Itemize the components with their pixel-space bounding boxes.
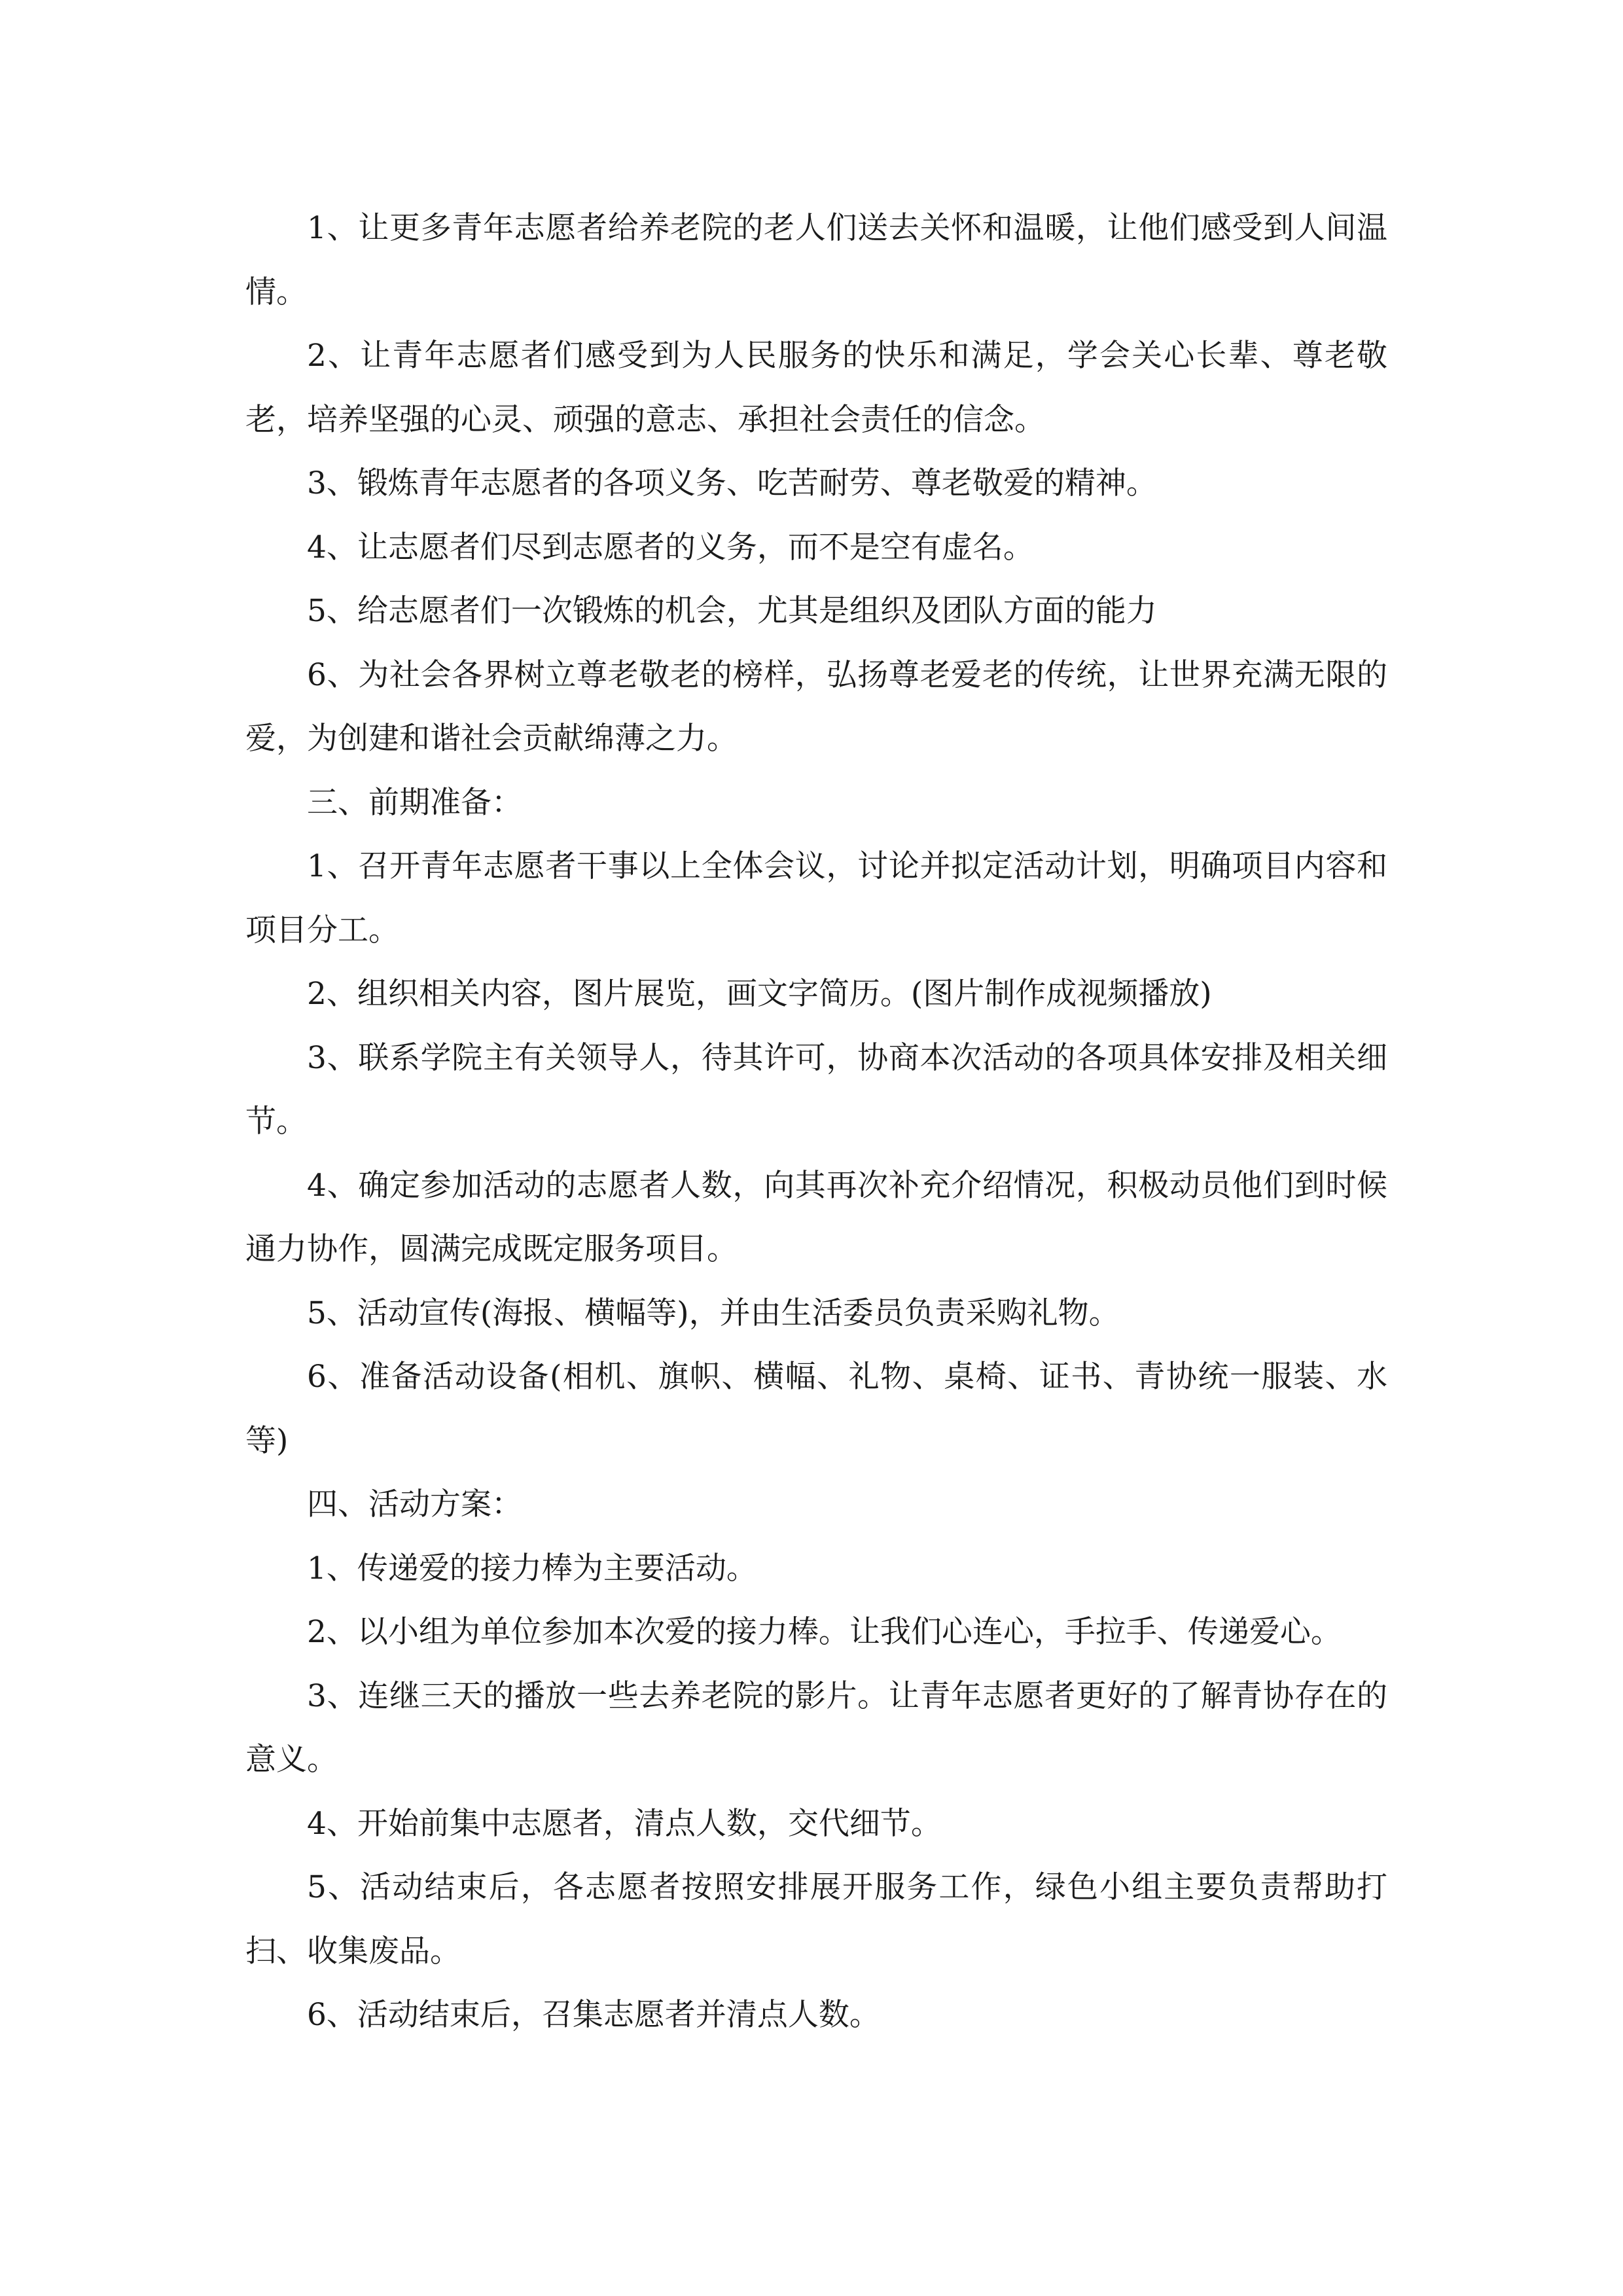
document-body xyxy=(245,196,1387,2047)
plan-item-5: 5、活动结束后，各志愿者按照安排展开服务工作，绿色小组主要负责帮助打扫、收集废品。 xyxy=(245,1869,1387,1969)
plan-item-4: 4、开始前集中志愿者，清点人数，交代细节。 xyxy=(307,1805,942,1842)
goal-item-3: 3、锻炼青年志愿者的各项义务、吃苦耐劳、尊老敬爱的精神。 xyxy=(307,465,1157,501)
plan-item-6: 6、活动结束后，召集志愿者并清点人数。 xyxy=(307,1997,880,2033)
goal-item-2: 2、让青年志愿者们感受到为人民服务的快乐和满足，学会关心长辈、尊老敬老，培养坚强的心灵、顽强的意志、承担社会责任的信念。 xyxy=(245,338,1387,438)
preparation-item-6: 6、准备活动设备(相机、旗帜、横幅、礼物、桌椅、证书、青协统一服装、水等) xyxy=(245,1359,1387,1459)
preparation-item-2: 2、组织相关内容，图片展览，画文字简历。(图片制作成视频播放) xyxy=(307,976,1212,1012)
goal-item-4: 4、让志愿者们尽到志愿者的义务，而不是空有虚名。 xyxy=(307,529,1034,565)
section-heading-plan: 四、活动方案： xyxy=(307,1486,522,1522)
preparation-item-3: 3、联系学院主有关领导人，待其许可，协商本次活动的各项具体安排及相关细节。 xyxy=(245,1039,1387,1139)
section-heading-preparation: 三、前期准备： xyxy=(307,784,522,821)
plan-item-2: 2、以小组为单位参加本次爱的接力棒。让我们心连心，手拉手、传递爱心。 xyxy=(307,1614,1342,1650)
preparation-item-5: 5、活动宣传(海报、横幅等)，并由生活委员负责采购礼物。 xyxy=(307,1295,1120,1331)
goal-item-6: 6、为社会各界树立尊老敬老的榜样，弘扬尊老爱老的传统，让世界充满无限的爱，为创建和谐社会贡献绵薄之力。 xyxy=(245,656,1387,757)
plan-item-3: 3、连继三天的播放一些去养老院的影片。让青年志愿者更好的了解青协存在的意义。 xyxy=(245,1677,1387,1778)
preparation-item-4: 4、确定参加活动的志愿者人数，向其再次补充介绍情况，积极动员他们到时候通力协作，圆满完成既定服务项目。 xyxy=(245,1167,1387,1267)
preparation-item-1: 1、召开青年志愿者干事以上全体会议，讨论并拟定活动计划，明确项目内容和项目分工。 xyxy=(245,848,1387,948)
plan-item-1: 1、传递爱的接力棒为主要活动。 xyxy=(307,1550,757,1587)
goal-item-1: 1、让更多青年志愿者给养老院的老人们送去关怀和温暖，让他们感受到人间温情。 xyxy=(245,210,1387,310)
goal-item-5: 5、给志愿者们一次锻炼的机会，尤其是组织及团队方面的能力 xyxy=(307,593,1157,629)
